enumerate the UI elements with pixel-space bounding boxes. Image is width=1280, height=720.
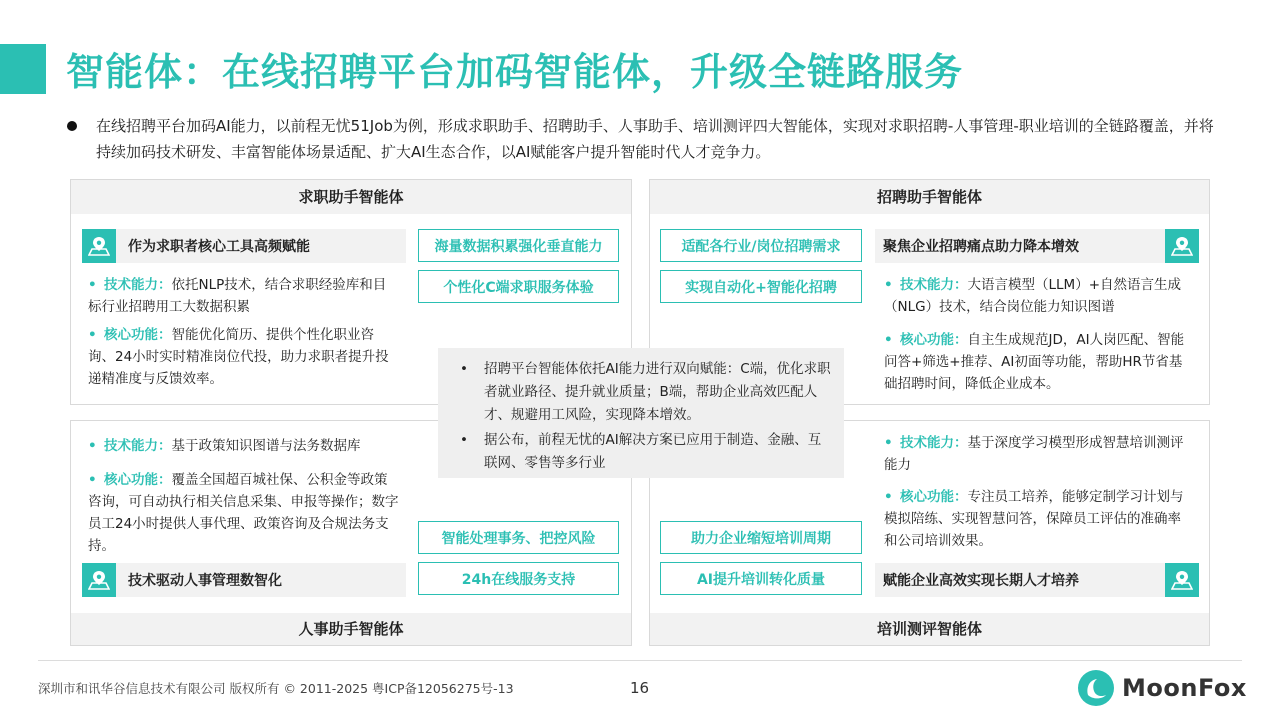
header-text: 聚焦企业招聘痛点助力降本增效 <box>883 239 1079 255</box>
intro-bullet <box>67 121 77 131</box>
job-seeker-header <box>82 229 406 263</box>
quadrant-title: 人事助手智能体 <box>298 620 404 638</box>
core-function: • 核心功能：智能优化简历、提供个性化职业咨询、24小时实时精准岗位代投，助力求职者提升投递精准度与反馈效率。 <box>88 327 389 387</box>
core-function: • 核心功能：自主生成规范JD，AI人岗匹配、智能问答+筛选+推荐、AI初面等功能，帮助HR节省基础招聘时间，降低企业成本。 <box>884 332 1185 392</box>
intro-text: 在线招聘平台加码AI能力，以前程无忧51Job为例，形成求职助手、招聘助手、人事助手、培训测评四大智能体，实现对求职招聘-人事管理-职业培训的全链路覆盖，并将持续加码技术研发、丰富智能体场景适配、扩大AI生态合作，以AI赋能客户提升智能时代人才竞争力。 <box>96 117 1214 161</box>
logo-text: MoonFox <box>1122 674 1247 702</box>
title-accent-bar <box>0 44 46 94</box>
footer-copyright: 深圳市和讯华谷信息技术有限公司 版权所有 © 2011-2025 粤ICP备12056275号-13 <box>38 681 514 696</box>
map-pin-icon <box>82 229 116 263</box>
training-header <box>875 563 1199 597</box>
recruiting-header <box>875 229 1199 263</box>
tag-label: 实现自动化+智能化招聘 <box>660 270 862 303</box>
tag-label: 智能处理事务、把控风险 <box>418 521 619 554</box>
tech-capability: • 技术能力：大语言模型（LLM）+自然语言生成（NLG）技术，结合岗位能力知识图谱 <box>884 277 1182 315</box>
center-bullet: • 招聘平台智能体依托AI能力进行双向赋能：C端，优化求职者就业路径、提升就业质量；B端，帮助企业高效匹配人才、规避用工风险，实现降本增效。 <box>460 361 831 423</box>
page-number: 16 <box>630 679 650 697</box>
center-summary-box <box>438 348 844 478</box>
map-pin-icon <box>1165 563 1199 597</box>
hr-header <box>82 563 406 597</box>
tech-capability: • 技术能力：依托NLP技术，结合求职经验库和目标行业招聘用工大数据积累 <box>88 277 387 315</box>
map-pin-icon <box>82 563 116 597</box>
header-text: 赋能企业高效实现长期人才培养 <box>883 573 1079 589</box>
quadrant-title: 招聘助手智能体 <box>876 188 982 206</box>
map-pin-icon <box>1165 229 1199 263</box>
tag-label: 个性化C端求职服务体验 <box>418 270 619 303</box>
footer-divider <box>38 660 1242 661</box>
page-title: 智能体：在线招聘平台加码智能体，升级全链路服务 <box>66 50 964 94</box>
tag-label: AI提升培训转化质量 <box>660 562 862 595</box>
core-function: • 核心功能：覆盖全国超百城社保、公积金等政策咨询，可自动执行相关信息采集、申报等操作；数字员工24小时提供人事代理、政策咨询及合规法务支持。 <box>88 472 399 554</box>
tag-label: 适配各行业/岗位招聘需求 <box>660 229 862 262</box>
header-text: 作为求职者核心工具高频赋能 <box>128 239 310 255</box>
tag-label: 助力企业缩短培训周期 <box>660 521 862 554</box>
tech-capability: • 技术能力：基于深度学习模型形成智慧培训测评能力 <box>884 435 1184 473</box>
moonfox-logo <box>1076 668 1247 708</box>
header-text: 技术驱动人事管理数智化 <box>128 573 282 589</box>
moonfox-logo-icon <box>1076 668 1116 708</box>
tag-label: 海量数据积累强化垂直能力 <box>418 229 619 262</box>
core-function: • 核心功能：专注员工培养，能够定制学习计划与模拟陪练、实现智慧问答，保障员工评估的准确率和公司培训效果。 <box>884 489 1184 549</box>
tech-capability: • 技术能力：基于政策知识图谱与法务数据库 <box>88 438 361 454</box>
quadrant-title: 培训测评智能体 <box>876 620 982 638</box>
tag-label: 24h在线服务支持 <box>418 562 619 595</box>
quadrant-title: 求职助手智能体 <box>298 188 404 206</box>
center-bullet: • 据公布，前程无忧的AI解决方案已应用于制造、金融、互联网、零售等多行业 <box>460 432 822 471</box>
